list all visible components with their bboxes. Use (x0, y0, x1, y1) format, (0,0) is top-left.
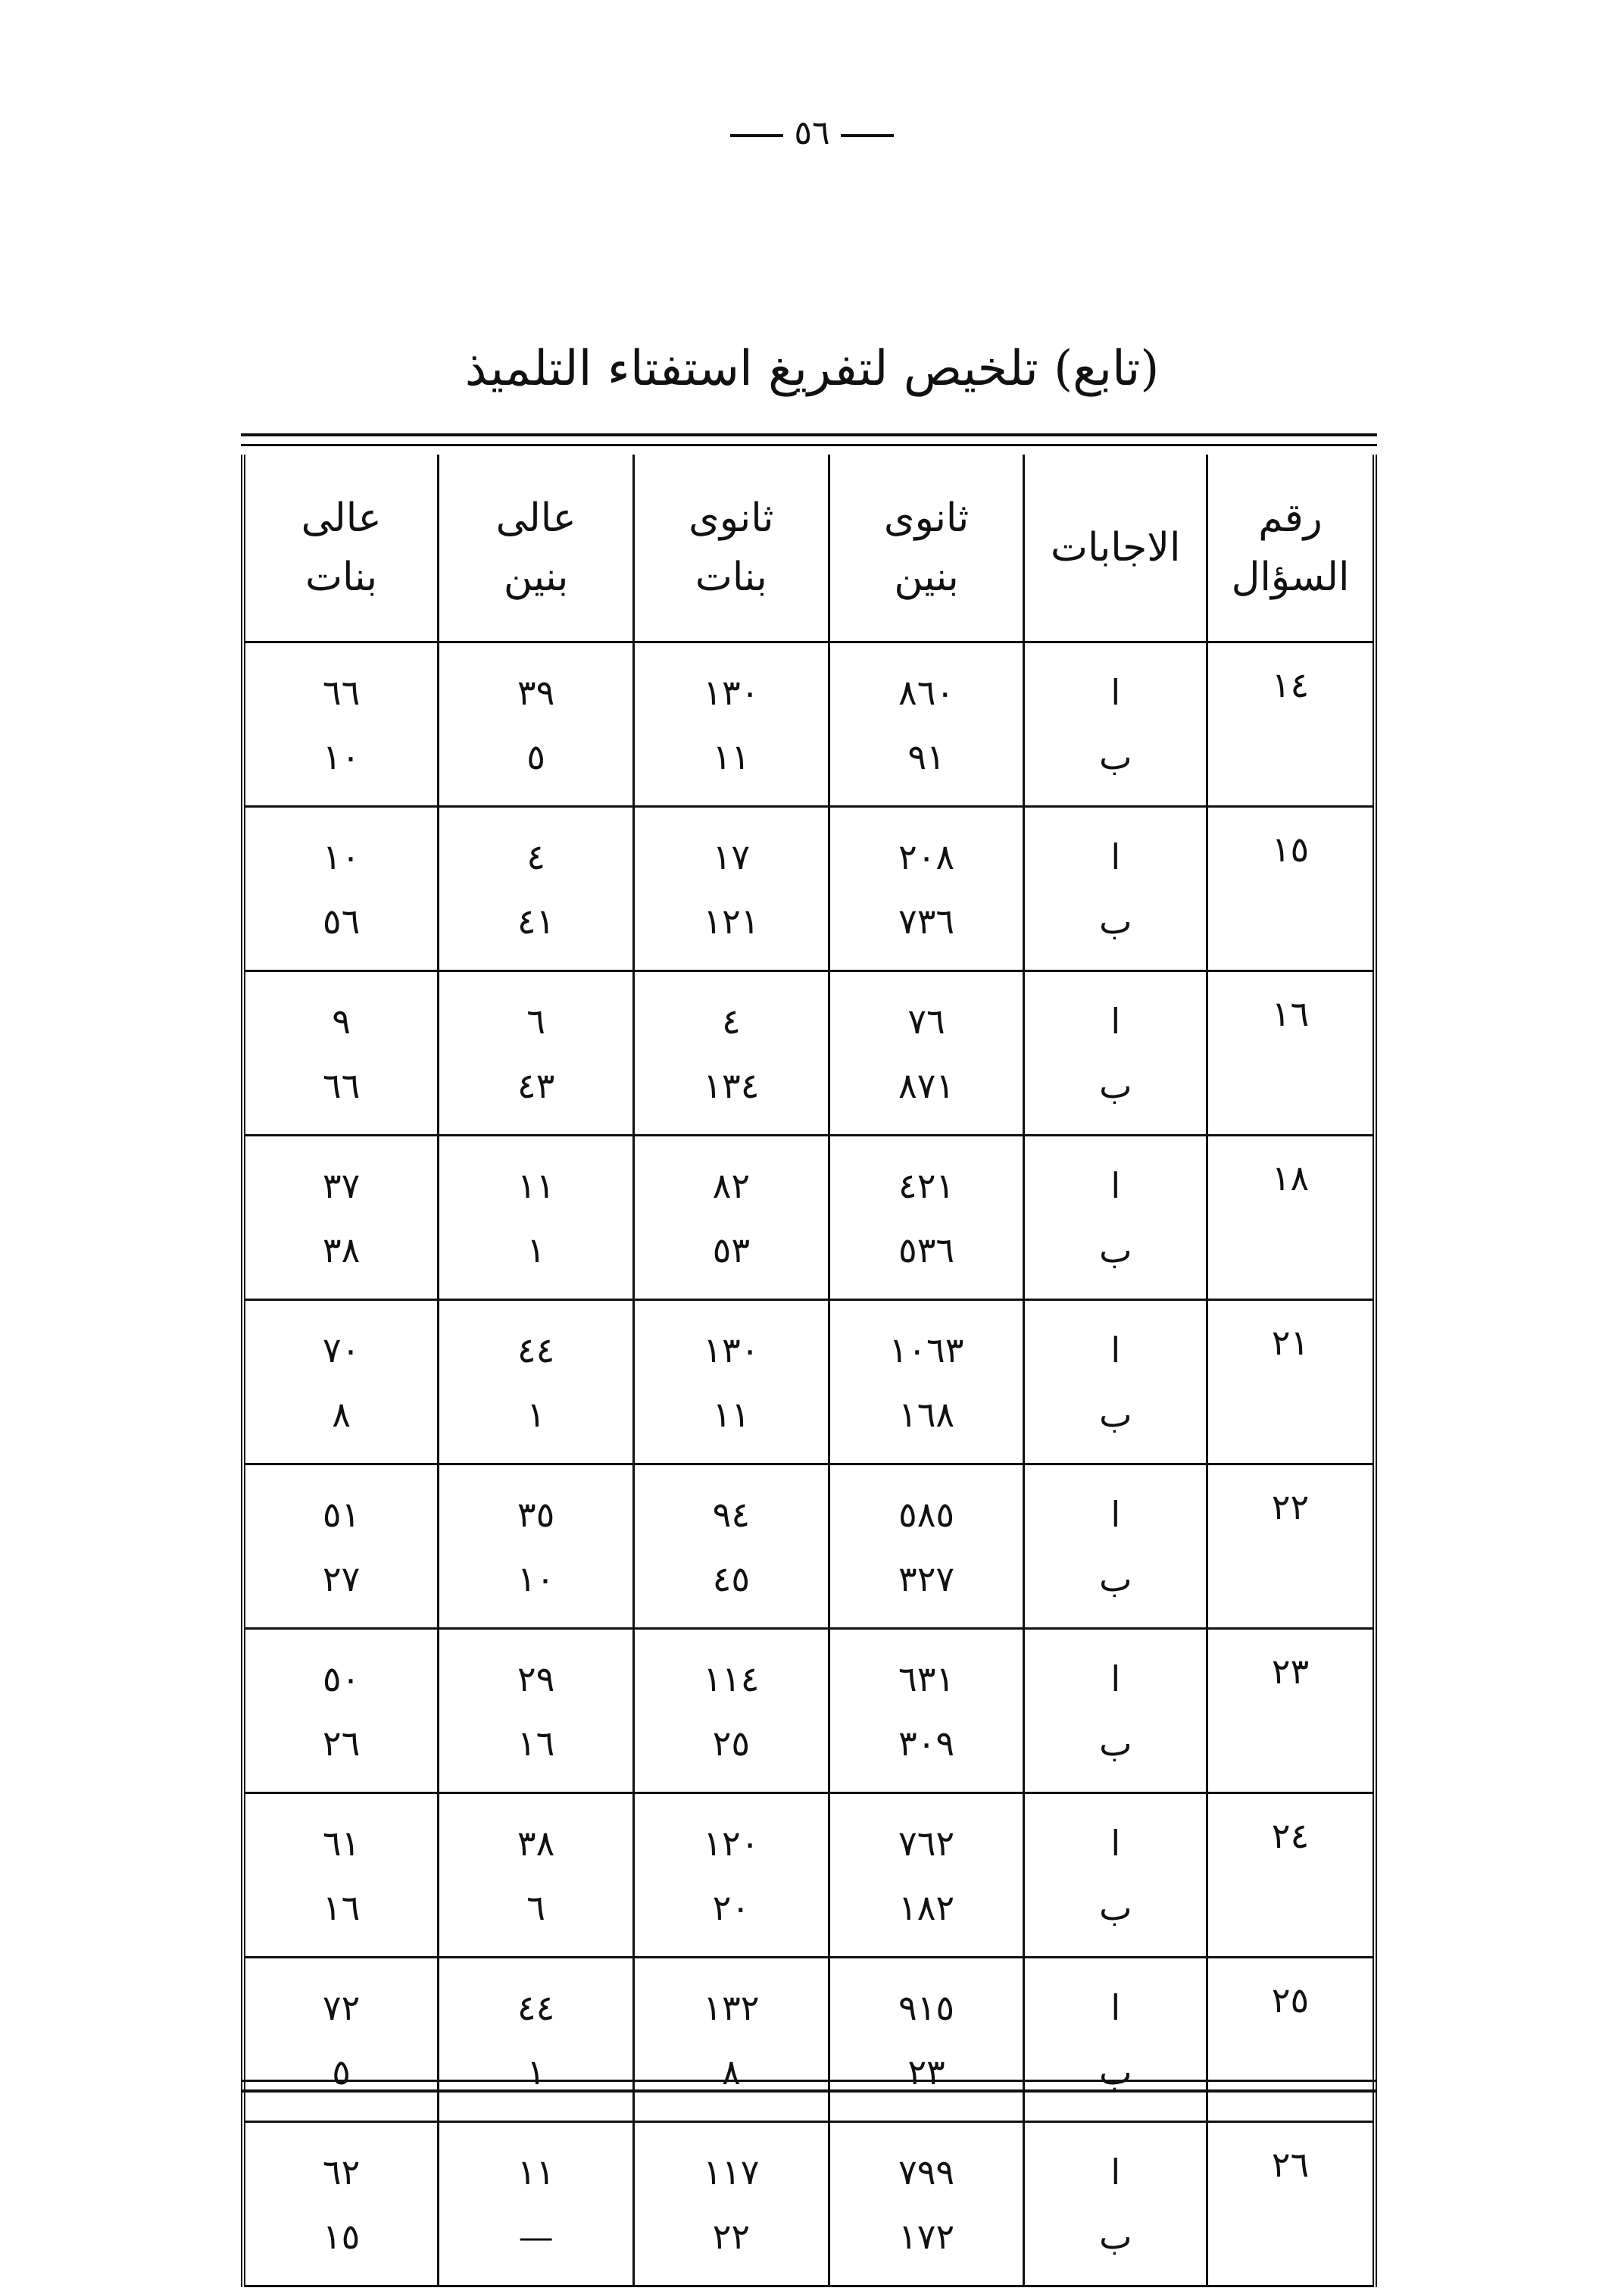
answer-cell (1024, 1793, 1207, 1958)
header-answers: الاجابات (1024, 455, 1207, 642)
page-number (0, 114, 1624, 152)
value-answer-a: ٧٦٢ (898, 1822, 955, 1864)
value-answer-b: ٥ (526, 736, 545, 777)
value-answer-b: ٢٧ (322, 1558, 361, 1599)
header-higher-girls-line2: بنات (305, 555, 378, 600)
value-pair (439, 1317, 632, 1446)
secondary-girls-cell (633, 1300, 829, 1464)
value-answer-a: ٥١ (322, 1493, 361, 1535)
value-answer-a: ١٠ (322, 836, 361, 877)
value-answer-b: ٣٨ (322, 1229, 361, 1271)
value-pair (635, 2139, 828, 2268)
value-pair (439, 1153, 632, 1282)
value-pair (830, 2139, 1023, 2268)
higher-boys-cell (439, 807, 634, 971)
header-secondary-girls-line1: ثانوى (689, 495, 774, 541)
value-pair (245, 1975, 437, 2104)
table-row (243, 642, 1375, 807)
header-secondary-girls (633, 455, 829, 642)
value-answer-a: ا (1110, 836, 1121, 877)
value-pair (245, 989, 437, 1117)
question-number-cell: ٢٤ (1207, 1793, 1375, 1958)
value-answer-a: ١١٤ (703, 1658, 760, 1699)
value-answer-a: ٧٠ (322, 1329, 361, 1371)
secondary-boys-cell (829, 971, 1024, 1136)
table-body (243, 642, 1375, 2286)
secondary-boys-cell (829, 1793, 1024, 1958)
secondary-girls-cell (633, 1958, 829, 2122)
table-row (243, 807, 1375, 971)
page-number-dash-right (841, 134, 894, 137)
value-answer-b: ١٧٢ (898, 2215, 955, 2257)
value-pair (635, 1317, 828, 1446)
value-answer-a: ا (1110, 1164, 1121, 1206)
value-answer-b: ٢٦ (322, 1722, 361, 1764)
value-answer-a: ا (1110, 1986, 1121, 2028)
value-pair (439, 989, 632, 1117)
higher-boys-cell (439, 1629, 634, 1793)
value-answer-a: ٥٨٥ (898, 1493, 955, 1535)
value-answer-b: ٤٣ (517, 1064, 555, 1106)
answer-cell (1024, 1958, 1207, 2122)
summary-table (241, 455, 1377, 2287)
secondary-boys-cell (829, 1300, 1024, 1464)
value-pair (439, 2139, 632, 2268)
value-answer-b: ب (1099, 2051, 1132, 2093)
value-answer-b: ١٥ (322, 2215, 361, 2257)
higher-boys-cell (439, 1300, 634, 1464)
higher-girls-cell (243, 807, 439, 971)
value-answer-b: ب (1099, 1558, 1132, 1599)
value-answer-b: ب (1099, 1886, 1132, 1928)
secondary-boys-cell (829, 642, 1024, 807)
value-answer-b: ب (1099, 1722, 1132, 1764)
higher-girls-cell (243, 1793, 439, 1958)
value-answer-b: ب (1099, 736, 1132, 777)
value-pair (830, 660, 1023, 789)
value-answer-a: ٣٥ (517, 1493, 555, 1535)
value-answer-a: ١٧ (712, 836, 751, 877)
answer-cell (1024, 971, 1207, 1136)
value-answer-a: ا (1110, 1822, 1121, 1864)
value-answer-b: ١٠ (517, 1558, 555, 1599)
value-answer-b: ١١ (712, 736, 751, 777)
secondary-boys-cell (829, 1136, 1024, 1300)
header-row (243, 455, 1375, 642)
value-answer-b: ٥٣ (712, 1229, 751, 1271)
answer-cell (1024, 1136, 1207, 1300)
secondary-boys-cell (829, 1464, 1024, 1629)
value-pair (439, 660, 632, 789)
header-secondary-boys-line1: ثانوى (883, 495, 970, 541)
value-pair (1025, 1811, 1206, 1939)
value-answer-b: ٣٢٧ (898, 1558, 955, 1599)
value-answer-a: ا (1110, 2151, 1121, 2193)
secondary-boys-cell (829, 1958, 1024, 2122)
secondary-girls-cell (633, 1629, 829, 1793)
question-number-cell: ٢٣ (1207, 1629, 1375, 1793)
value-answer-a: ٧٩٩ (898, 2151, 955, 2193)
value-answer-a: ٦٣١ (898, 1658, 955, 1699)
value-pair (830, 824, 1023, 953)
higher-girls-cell (243, 2122, 439, 2286)
value-answer-a: ا (1110, 1493, 1121, 1535)
higher-boys-cell (439, 2122, 634, 2286)
value-answer-a: ١٣٢ (703, 1986, 760, 2028)
value-pair (245, 824, 437, 953)
value-pair (830, 1482, 1023, 1611)
answer-cell (1024, 1629, 1207, 1793)
value-pair (830, 1153, 1023, 1282)
question-number-cell: ٢٦ (1207, 2122, 1375, 2286)
higher-girls-cell (243, 1136, 439, 1300)
value-pair (1025, 1482, 1206, 1611)
value-answer-b: ٢٢ (712, 2215, 751, 2257)
value-answer-a: ٤ (721, 1000, 741, 1042)
value-answer-b: ٥٦ (322, 900, 361, 942)
value-answer-a: ١٢٠ (703, 1822, 760, 1864)
value-pair (830, 989, 1023, 1117)
question-number-cell: ٢٥ (1207, 1958, 1375, 2122)
value-answer-b: ١٦ (517, 1722, 555, 1764)
value-answer-a: ٧٢ (322, 1986, 361, 2028)
value-answer-b: ب (1099, 1064, 1132, 1106)
value-pair (439, 1646, 632, 1775)
value-answer-a: ٧٦ (907, 1000, 945, 1042)
value-pair (635, 824, 828, 953)
value-pair (830, 1811, 1023, 1939)
value-answer-a: ٩٤ (712, 1493, 751, 1535)
value-answer-a: ٣٧ (322, 1164, 361, 1206)
value-answer-b: ٤١ (517, 900, 555, 942)
value-answer-b: ٢٥ (712, 1722, 751, 1764)
secondary-boys-cell (829, 2122, 1024, 2286)
secondary-girls-cell (633, 1136, 829, 1300)
value-answer-b: ٤٥ (712, 1558, 751, 1599)
value-answer-a: ١١ (517, 1164, 555, 1206)
value-answer-a: ١٠٦٣ (889, 1329, 964, 1371)
table-row (243, 2122, 1375, 2286)
table-title: (تابع) تلخيص لتفريغ استفتاء التلميذ (464, 341, 1160, 397)
value-answer-b: ١ (526, 1229, 545, 1271)
higher-boys-cell (439, 1793, 634, 1958)
value-answer-a: ٩ (332, 1000, 351, 1042)
question-number-cell: ١٥ (1207, 807, 1375, 971)
value-answer-b: — (518, 2215, 554, 2257)
higher-girls-cell (243, 1464, 439, 1629)
value-answer-b: ١ (526, 2051, 545, 2093)
value-pair (1025, 1317, 1206, 1446)
higher-girls-cell (243, 642, 439, 807)
higher-girls-cell (243, 1300, 439, 1464)
value-answer-b: ٨٧١ (898, 1064, 955, 1106)
header-secondary-boys-line2: بنين (894, 555, 959, 600)
value-pair (1025, 2139, 1206, 2268)
value-answer-a: ٣٨ (517, 1822, 555, 1864)
higher-boys-cell (439, 1464, 634, 1629)
value-answer-a: ١٣٠ (703, 1329, 760, 1371)
value-answer-a: ٢٠٨ (898, 836, 955, 877)
value-answer-b: ٦٦ (322, 1064, 361, 1106)
value-answer-a: ٣٩ (517, 671, 555, 713)
value-pair (245, 660, 437, 789)
page-number-text: ٥٦ (794, 114, 830, 152)
value-answer-a: ٦٢ (322, 2151, 361, 2193)
value-answer-b: ٨ (332, 1393, 351, 1435)
answer-cell (1024, 2122, 1207, 2286)
value-pair (439, 824, 632, 953)
table-row (243, 1464, 1375, 1629)
value-answer-a: ١١ (517, 2151, 555, 2193)
value-answer-b: ١٢١ (703, 900, 760, 942)
value-answer-b: ب (1099, 900, 1132, 942)
table-row (243, 971, 1375, 1136)
table-row (243, 1136, 1375, 1300)
value-answer-a: ا (1110, 671, 1121, 713)
value-pair (245, 1646, 437, 1775)
value-answer-b: ١٠ (322, 736, 361, 777)
value-pair (245, 1153, 437, 1282)
value-pair (245, 1317, 437, 1446)
page-number-dash-left (730, 134, 783, 137)
value-pair (635, 1811, 828, 1939)
secondary-girls-cell (633, 807, 829, 971)
secondary-girls-cell (633, 971, 829, 1136)
value-answer-a: ١٣٠ (703, 671, 760, 713)
header-secondary-boys (829, 455, 1024, 642)
answer-cell (1024, 807, 1207, 971)
value-answer-a: ٤ (526, 836, 545, 877)
value-pair (830, 1317, 1023, 1446)
value-answer-b: ٨ (721, 2051, 741, 2093)
value-pair (439, 1482, 632, 1611)
value-answer-b: ١٦٨ (898, 1393, 955, 1435)
value-answer-a: ٤٤ (517, 1986, 555, 2028)
value-pair (439, 1811, 632, 1939)
header-question-no-line2: السؤال (1231, 555, 1350, 600)
value-pair (1025, 824, 1206, 953)
secondary-girls-cell (633, 642, 829, 807)
value-pair (439, 1975, 632, 2104)
value-pair (245, 1811, 437, 1939)
higher-girls-cell (243, 971, 439, 1136)
value-answer-b: ٢٣ (907, 2051, 945, 2093)
header-secondary-girls-line2: بنات (695, 555, 767, 600)
header-higher-girls (243, 455, 439, 642)
value-answer-b: ٦ (526, 1886, 545, 1928)
secondary-boys-cell (829, 1629, 1024, 1793)
higher-boys-cell (439, 1136, 634, 1300)
secondary-girls-cell (633, 1464, 829, 1629)
value-answer-a: ٢٩ (517, 1658, 555, 1699)
secondary-girls-cell (633, 2122, 829, 2286)
value-answer-b: ١ (526, 1393, 545, 1435)
value-answer-a: ٤٤ (517, 1329, 555, 1371)
header-higher-boys-line2: بنين (503, 555, 569, 600)
value-answer-b: ٣٠٩ (898, 1722, 955, 1764)
value-answer-b: ٧٣٦ (898, 900, 955, 942)
higher-girls-cell (243, 1629, 439, 1793)
value-answer-a: ا (1110, 1329, 1121, 1371)
header-question-no-line1: رقم (1258, 495, 1323, 541)
question-number-cell: ١٨ (1207, 1136, 1375, 1300)
value-answer-b: ٥ (332, 2051, 351, 2093)
header-higher-boys (439, 455, 634, 642)
value-answer-b: ١١ (712, 1393, 751, 1435)
higher-boys-cell (439, 642, 634, 807)
answer-cell (1024, 1464, 1207, 1629)
value-answer-a: ٨٦٠ (898, 671, 955, 713)
answer-cell (1024, 642, 1207, 807)
question-number-cell: ٢٢ (1207, 1464, 1375, 1629)
value-pair (1025, 1153, 1206, 1282)
value-pair (1025, 989, 1206, 1117)
value-answer-b: ١٣٤ (703, 1064, 760, 1106)
value-pair (245, 2139, 437, 2268)
question-number-cell: ١٤ (1207, 642, 1375, 807)
value-answer-b: ١٦ (322, 1886, 361, 1928)
value-answer-a: ٨٢ (712, 1164, 751, 1206)
value-pair (635, 989, 828, 1117)
value-answer-b: ب (1099, 1393, 1132, 1435)
value-answer-a: ا (1110, 1000, 1121, 1042)
value-pair (1025, 1975, 1206, 2104)
value-answer-b: ٩١ (907, 736, 945, 777)
table-row (243, 1300, 1375, 1464)
question-number-cell: ١٦ (1207, 971, 1375, 1136)
value-pair (830, 1646, 1023, 1775)
value-answer-b: ٢٠ (712, 1886, 751, 1928)
value-answer-b: ب (1099, 1229, 1132, 1271)
value-answer-a: ٩١٥ (898, 1986, 955, 2028)
value-answer-a: ا (1110, 1658, 1121, 1699)
value-answer-a: ٤٢١ (898, 1164, 955, 1206)
question-number-cell: ٢١ (1207, 1300, 1375, 1464)
value-answer-b: ٥٣٦ (898, 1229, 955, 1271)
value-answer-a: ٦١ (322, 1822, 361, 1864)
table-row (243, 1958, 1375, 2122)
value-answer-b: ب (1099, 2215, 1132, 2257)
table-row (243, 1629, 1375, 1793)
value-answer-a: ٦ (526, 1000, 545, 1042)
value-pair (1025, 660, 1206, 789)
value-pair (635, 1153, 828, 1282)
secondary-boys-cell (829, 807, 1024, 971)
summary-table-frame (241, 433, 1377, 2257)
value-pair (635, 1482, 828, 1611)
higher-boys-cell (439, 971, 634, 1136)
value-answer-a: ٥٠ (322, 1658, 361, 1699)
value-pair (245, 1482, 437, 1611)
value-answer-a: ١١٧ (703, 2151, 760, 2193)
value-pair (1025, 1646, 1206, 1775)
value-answer-a: ٦٦ (322, 671, 361, 713)
header-question-no (1207, 455, 1375, 642)
higher-boys-cell (439, 1958, 634, 2122)
secondary-girls-cell (633, 1793, 829, 1958)
value-pair (830, 1975, 1023, 2104)
higher-girls-cell (243, 1958, 439, 2122)
table-row (243, 1793, 1375, 1958)
value-pair (635, 1975, 828, 2104)
value-pair (635, 660, 828, 789)
value-pair (635, 1646, 828, 1775)
header-higher-girls-line1: عالى (301, 495, 382, 541)
value-answer-b: ١٨٢ (898, 1886, 955, 1928)
header-higher-boys-line1: عالى (495, 495, 576, 541)
answer-cell (1024, 1300, 1207, 1464)
